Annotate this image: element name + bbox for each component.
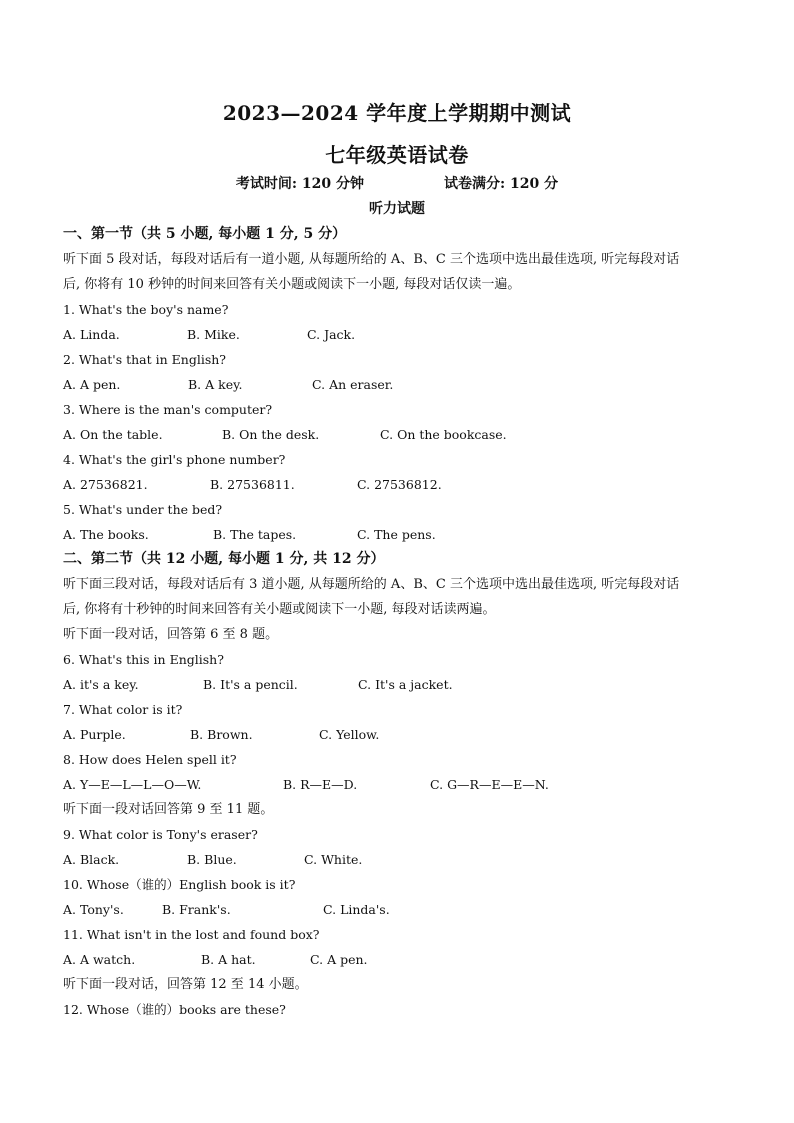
option-a: A. A pen.: [63, 377, 121, 392]
exam-time: 考试时间: 120 分钟: [235, 176, 364, 192]
option-c: C. White.: [304, 852, 363, 867]
question-stem: 8. How does Helen spell it?: [63, 752, 237, 767]
question-options: [63, 722, 733, 747]
option-a: A. it's a key.: [63, 677, 139, 692]
option-a: A. Linda.: [63, 327, 120, 342]
section2-instruction-line2: 后, 你将有十秒钟的时间来回答有关小题或阅读下一小题, 每段对话读两遍。: [63, 602, 496, 617]
question-options: [63, 772, 733, 797]
exam-meta: [0, 173, 794, 193]
question-options: [63, 847, 733, 872]
group2-intro: 听下面一段对话回答第 9 至 11 题。: [63, 802, 274, 817]
question-options: [63, 947, 733, 972]
option-b: B. Mike.: [187, 327, 240, 342]
option-c: C. G—R—E—E—N.: [430, 777, 549, 792]
option-a: A. Purple.: [63, 727, 126, 742]
group1-intro: 听下面一段对话，回答第 6 至 8 题。: [63, 627, 279, 642]
option-c: C. Yellow.: [319, 727, 380, 742]
question-options: [63, 422, 733, 447]
section1-instruction-line2: 后, 你将有 10 秒钟的时间来回答有关小题或阅读下一小题, 每段对话仅读一遍。: [63, 277, 521, 292]
option-a: A. Y—E—L—L—O—W.: [63, 777, 202, 792]
group3-intro: 听下面一段对话，回答第 12 至 14 小题。: [63, 977, 308, 992]
option-b: B. A key.: [188, 377, 243, 392]
question-stem: 7. What color is it?: [63, 702, 183, 717]
question-options: [63, 672, 733, 697]
option-c: C. Linda's.: [323, 902, 390, 917]
option-a: A. Tony's.: [63, 902, 124, 917]
option-c: C. It's a jacket.: [358, 677, 453, 692]
question-options: [63, 372, 733, 397]
section1-instruction-line1: 听下面 5 段对话，每段对话后有一道小题, 从每题所给的 A、B、C 三个选项中选出最佳选项, 听完每段对话: [63, 252, 680, 267]
option-b: B. R—E—D.: [283, 777, 358, 792]
option-a: A. The books.: [63, 527, 149, 542]
exam-subtitle: 七年级英语试卷: [325, 143, 469, 167]
question-stem: 2. What's that in English?: [63, 352, 226, 367]
question-options: [63, 897, 733, 922]
option-a: A. Black.: [63, 852, 120, 867]
section2-instruction-line1: 听下面三段对话，每段对话后有 3 道小题, 从每题所给的 A、B、C 三个选项中选出最佳选项, 听完每段对话: [63, 577, 680, 592]
option-b: B. Frank's.: [162, 902, 231, 917]
question-stem: 12. Whose（谁的）books are these?: [63, 1002, 286, 1017]
question-stem: 1. What's the boy's name?: [63, 302, 229, 317]
option-b: B. Brown.: [190, 727, 253, 742]
option-c: C. An eraser.: [312, 377, 394, 392]
question-options: [63, 522, 733, 547]
question-stem: 9. What color is Tony's eraser?: [63, 827, 258, 842]
option-b: B. Blue.: [187, 852, 237, 867]
question-stem: 10. Whose（谁的）English book is it?: [63, 877, 296, 892]
full-score: 试卷满分: 120 分: [444, 176, 559, 192]
option-c: C. On the bookcase.: [380, 427, 507, 442]
option-c: C. 27536812.: [357, 477, 442, 492]
option-c: C. Jack.: [307, 327, 356, 342]
option-b: B. On the desk.: [222, 427, 320, 442]
question-options: [63, 322, 733, 347]
option-c: C. A pen.: [310, 952, 368, 967]
exam-title: 2023—2024 学年度上学期期中测试: [222, 101, 572, 125]
option-a: A. On the table.: [63, 427, 163, 442]
question-stem: 3. Where is the man's computer?: [63, 402, 273, 417]
question-stem: 11. What isn't in the lost and found box?: [63, 927, 320, 942]
option-b: B. 27536811.: [210, 477, 295, 492]
question-stem: 4. What's the girl's phone number?: [63, 452, 286, 467]
option-b: B. It's a pencil.: [203, 677, 298, 692]
question-options: [63, 472, 733, 497]
section1-heading: 一、第一节（共 5 小题, 每小题 1 分, 5 分）: [63, 226, 347, 242]
question-stem: 6. What's this in English?: [63, 652, 224, 667]
listening-title: 听力试题: [369, 201, 425, 217]
option-b: B. A hat.: [201, 952, 256, 967]
option-a: A. 27536821.: [63, 477, 148, 492]
option-a: A. A watch.: [63, 952, 136, 967]
exam-content: [63, 222, 733, 1022]
section2-heading: 二、第二节（共 12 小题, 每小题 1 分, 共 12 分）: [63, 551, 385, 567]
option-c: C. The pens.: [357, 527, 436, 542]
question-stem: 5. What's under the bed?: [63, 502, 223, 517]
option-b: B. The tapes.: [213, 527, 297, 542]
